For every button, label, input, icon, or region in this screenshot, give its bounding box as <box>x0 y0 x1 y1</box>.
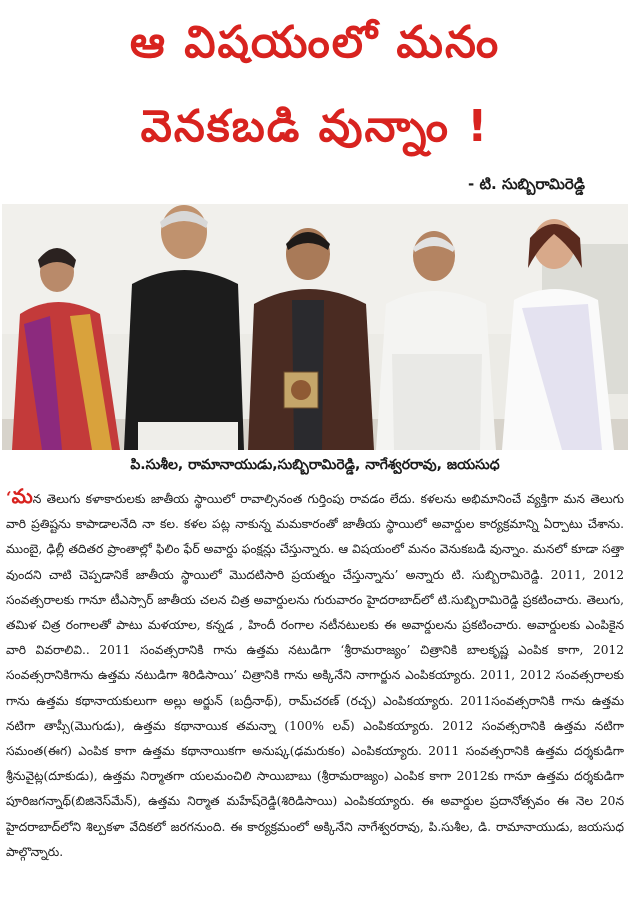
drop-cap: మ <box>11 484 33 508</box>
article-text: న తెలుగు కళాకారులకు జాతీయ స్థాయిలో రావాల్సినంత గుర్తింపు రావడం లేదు. కళలను అభిమానించే వ్యక్తిగా మన తెలుగు వారి ప్రతిష్టను కాపాడాలనేది నా కల. కళల పట్ల నాకున్న మమకారంతో జాతీయ స్థాయిలో అవార్డుల కార్యక్రమాన్ని ఏర్పాటు చేశాను. ముంబై, ఢిల్లీ తదితర ప్రాంతాల్లో ఫిలిం ఫేర్ అవార్డు ఫంక్షన్లు చేస్తున్నారు. ఆ విషయంలో మనం వెనుకబడి వున్నాం. మనలో కూడా సత్తా వుందని చాటి చెప్పడానికే జాతీయ స్థాయిలో మొదటిసారి ప్రయత్నం చేస్తున్నాను’ అన్నారు టి. సుబ్బిరామిరెడ్డి. 2011, 2012 సంవత్సరాలకు గానూ టీఎస్సార్ జాతీయ చలన చిత్ర అవార్డులను గురువారం హైదరాబాద్‌లో టి.సుబ్బిరామిరెడ్డి ప్రకటించారు. తెలుగు, తమిళ చిత్ర రంగాలతో పాటు మళయాల, కన్నడ , హిందీ రంగాల నటీనటులకు ఈ అవార్డులను ప్రకటించారు. అవార్డులకు ఎంపికైన వారి వివరాలివి.. 2011 సంవత్సరానికి గాను ఉత్తమ నటుడిగా ‘శ్రీరామరాజ్యం’ చిత్రానికి బాలకృష్ణ ఎంపిక కాగా, 2012 సంవత్సరానికిగాను ఉత్తమ నటుడిగా శిరిడిసాయి’ చిత్రానికి గాను అక్కినేని నాగార్జున ఎంపికయ్యారు. 2011, 2012 సంవత్సరాలకు గాను ఉత్తమ కథానాయకులుగా అల్లు అర్జున్ (బద్రీనాథ్), రామ్‌చరణ్ (రచ్చ) ఎంపికయ్యారు. 2011సంవత్సరానికి గాను ఉత్తమ నటిగా తాప్సీ(మొగుడు), ఉత్తమ కథానాయిక తమన్నా (100% లవ్) ఎంపికయ్యారు. 2012 సంవత్సరానికి ఉత్తమ నటిగా సమంత(ఈగ) ఎంపిక కాగా ఉత్తమ కథానాయికగా అనుష్క(ఢమరుకం) ఎంపికయ్యారు. 2011 సంవత్సరానికి ఉత్తమ దర్శకుడిగా శ్రీనువైట్ల(దూకుడు), ఉత్తమ నిర్మాతగా యలమంచిలి సాయిబాబు (శ్రీరామరాజ్యం) ఎంపిక కాగా 2012కు గానూ ఉత్తమ దర్శకుడిగా పూరిజగన్నాథ్(బిజినెస్‌మేన్), ఉత్తమ నిర్మాత మహేష్‌రెడ్డి(శిరిడిసాయి) ఎంపికయ్యారు. ఈ అవార్డుల ప్రదానోత్సవం ఈ నెల 20న హైదరాబాద్‌లోని శిల్పకళా వేదికలో జరగనుంది. ఈ కార్యక్రమంలో అక్కినేని నాగేశ్వరరావు, పి.సుశీల, డి. రామానాయుడు, జయసుధ పాల్గొన్నారు. <box>6 492 624 859</box>
byline: - టి. సుబ్బిరామిరెడ్డి <box>468 175 585 193</box>
article-body <box>6 484 624 908</box>
headline <box>0 8 630 162</box>
headline-line-2: వెనకబడి వున్నాం ! <box>140 101 490 152</box>
photo-caption: పి.సుశీల, రామానాయుడు,సుబ్బిరామిరెడ్డి, నాగేశ్వరరావు, జయసుధ <box>130 457 500 473</box>
headline-line-1: ఆ విషయంలో మనం <box>129 17 501 68</box>
opening-quote: ‘ <box>6 488 12 507</box>
group-photo <box>2 204 628 450</box>
